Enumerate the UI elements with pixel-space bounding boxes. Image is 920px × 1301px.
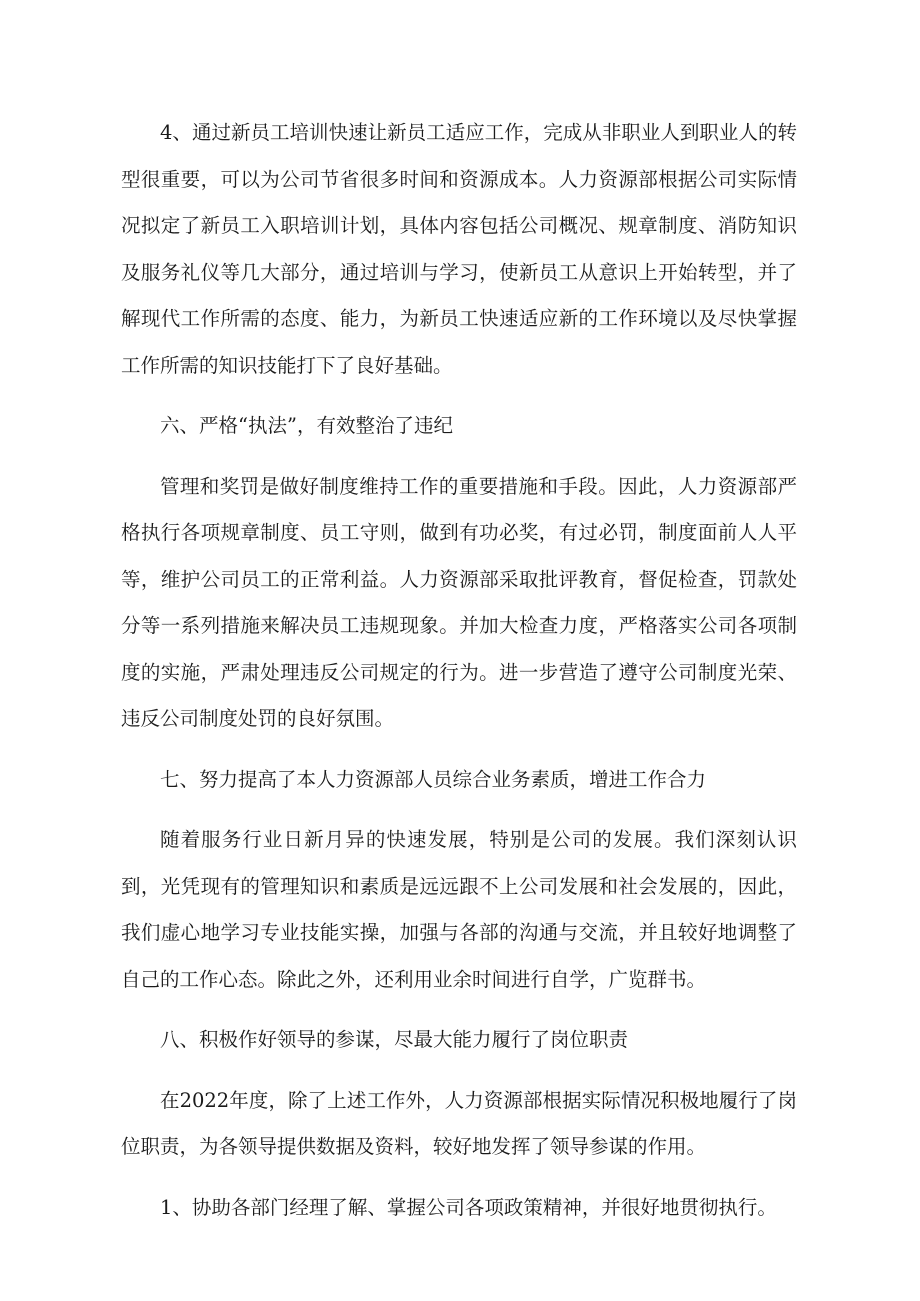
section-heading-advisor: 八、积极作好领导的参谋，尽最大能力履行了岗位职责 (160, 1028, 629, 1051)
paragraph-quality: 随着服务行业日新月异的快速发展，特别是公司的发展。我们深刻认识到，光凭现有的管理知识和素质是远远跟不上公司发展和社会发展的，因此，我们虚心地学习专业技能实操，加强与各部的沟通与交流，并且较好地调整了自己的工作心态。除此之外，还利用业余时间进行自学，广览群书。 (121, 828, 797, 991)
section-heading-quality: 七、努力提高了本人力资源部人员综合业务素质，增进工作合力 (160, 767, 707, 791)
paragraph-training: 4、通过新员工培训快速让新员工适应工作，完成从非职业人到职业人的转型很重要，可以为公司节省很多时间和资源成本。人力资源部根据公司实际情况拟定了新员工入职培训计划，具体内容包括公司概况、规章制度、消防知识及服务礼仪等几大部分，通过培训与学习，使新员工从意识上开始转型，并了解现代工作所需的态度、能力，为新员工快速适应新的工作环境以及尽快掌握工作所需的知识技能打下了良好基础。 (121, 121, 797, 377)
paragraph-item-1: 1、协助各部门经理了解、掌握公司各项政策精神，并很好地贯彻执行。 (160, 1195, 777, 1219)
paragraph-advisor: 在2022年度，除了上述工作外，人力资源部根据实际情况积极地履行了岗位职责，为各领导提供数据及资料，较好地发挥了领导参谋的作用。 (121, 1088, 797, 1158)
section-heading-enforcement: 六、严格“执法”，有效整治了违纪 (160, 414, 453, 437)
paragraph-enforcement: 管理和奖罚是做好制度维持工作的重要措施和手段。因此，人力资源部严格执行各项规章制度、员工守则，做到有功必奖，有过必罚，制度面前人人平等，维护公司员工的正常利益。人力资源部采取批评教育，督促检查，罚款处分等一系列措施来解决员工违规现象。并加大检查力度，严格落实公司各项制度的实施，严肃处理违反公司规定的行为。进一步营造了遵守公司制度光荣、违反公司制度处罚的良好氛围。 (121, 474, 797, 730)
document-body (121, 110, 797, 1245)
